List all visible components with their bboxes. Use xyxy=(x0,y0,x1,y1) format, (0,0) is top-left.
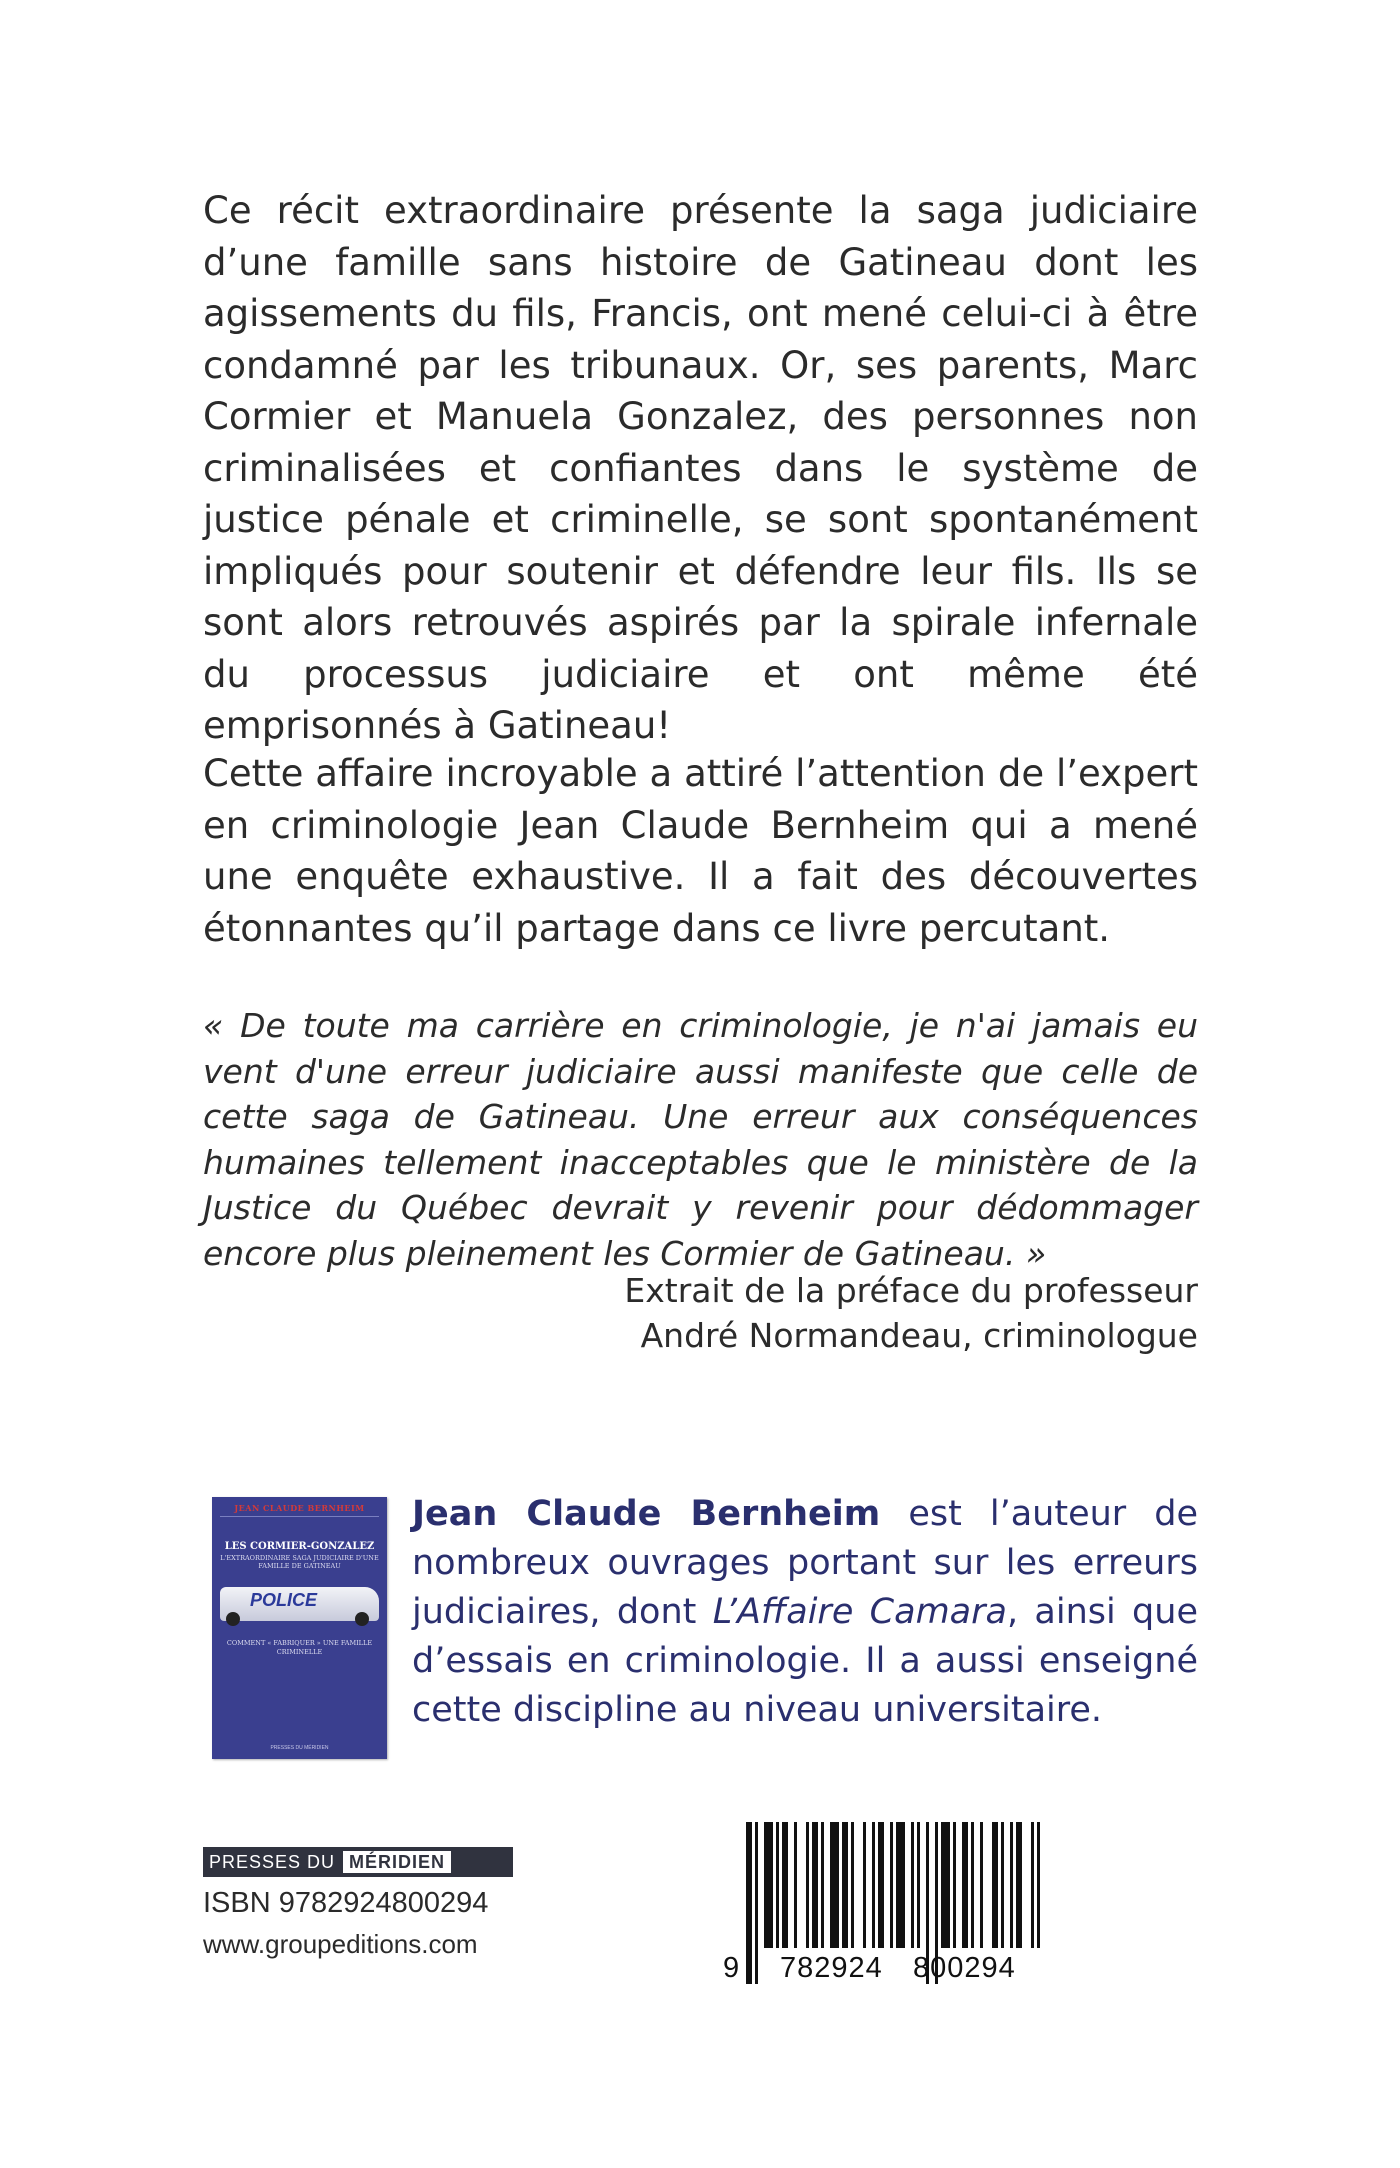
website-url: www.groupeditions.com xyxy=(203,1929,478,1959)
police-label: POLICE xyxy=(250,1590,318,1610)
police-car-image xyxy=(220,1587,379,1621)
barcode-bar xyxy=(980,1822,983,1948)
attribution-line-2: André Normandeau, criminologue xyxy=(640,1316,1198,1355)
cover-publisher: PRESSES DU MÉRIDIEN xyxy=(270,1745,329,1751)
barcode-bar xyxy=(794,1822,797,1948)
bio-text-a: est l’auteur de nombreux ouvrages portant sur les erreurs judiciaires, dont xyxy=(412,1494,1198,1632)
quote-attribution xyxy=(600,1268,1198,1358)
description-paragraph-2: Cette affaire incroyable a attiré l’attention de l’expert en criminologie Jean Claude Bernheim qui a mené une enquête exhaustive. Il a fait des découvertes étonnantes qu’il partage dans ce livre percutant. xyxy=(203,752,1198,950)
barcode-bar xyxy=(896,1822,905,1948)
barcode-bar xyxy=(746,1822,752,1984)
barcode-bar xyxy=(821,1822,824,1948)
description-paragraph-1: Ce récit extraordinaire présente la saga judiciaire d’une famille sans histoire de Gatineau dont les agissements du fils, Francis, ont mené celui-ci à être condamné par les tribunaux. Or, ses parents, Marc Cormier et Manuela Gonzalez, des personnes non criminalisées et confiantes dans le système de justice pénale et criminelle, se sont spontanément impliqués pour soutenir et défendre leur fils. Ils se sont alors retrouvés aspirés par la spirale infernale du processus judiciaire et ont même été emprisonnés à Gatineau! xyxy=(203,189,1198,747)
barcode-bar xyxy=(953,1822,956,1948)
bio-text-b: , ainsi que d’essais en criminologie. Il a aussi enseigné cette discipline au niveau universitaire. xyxy=(412,1592,1198,1730)
barcode-bar xyxy=(764,1822,773,1948)
publisher-logo xyxy=(203,1847,513,1877)
barcode-bar xyxy=(962,1822,968,1948)
barcode-bar xyxy=(830,1822,839,1948)
preface-quote: « De toute ma carrière en criminologie, je n'ai jamais eu vent d'une erreur judiciaire aussi manifeste que celle de cette saga de Gatineau. Une erreur aux conséquences humaines tellement inacceptables que le ministère de la Justice du Québec devrait y revenir pour dédommager encore plus pleinement les Cormier de Gatineau. » xyxy=(203,1006,1198,1273)
barcode-bar xyxy=(992,1822,998,1948)
barcode-bar xyxy=(776,1822,779,1948)
barcode-bar xyxy=(971,1822,974,1948)
book-title-camara: L’Affaire Camara xyxy=(712,1592,1007,1632)
barcode-bar xyxy=(1010,1822,1013,1948)
barcode-bar xyxy=(890,1822,893,1948)
publisher-logo-part2: MÉRIDIEN xyxy=(343,1851,451,1873)
barcode-bar xyxy=(917,1822,920,1948)
author-name: Jean Claude Bernheim xyxy=(412,1494,881,1534)
cover-author: JEAN CLAUDE BERNHEIM xyxy=(220,1503,379,1517)
car-wheel-icon xyxy=(226,1612,240,1626)
barcode-digit-first: 9 xyxy=(723,1952,741,1984)
barcode-bar xyxy=(878,1822,884,1948)
publisher-logo-part1: PRESSES DU xyxy=(209,1851,336,1872)
barcode-bar xyxy=(812,1822,818,1948)
barcode-bar xyxy=(851,1822,854,1948)
cover-title: LES CORMIER-GONZALEZ xyxy=(224,1541,375,1552)
barcode-digits-right: 800294 xyxy=(913,1952,1016,1984)
barcode-bar xyxy=(911,1822,914,1948)
book-cover-thumbnail xyxy=(212,1497,387,1759)
barcode-bar xyxy=(806,1822,809,1948)
attribution-line-1: Extrait de la préface du professeur xyxy=(624,1271,1198,1310)
barcode-bar xyxy=(1016,1822,1022,1948)
barcode-bar xyxy=(941,1822,950,1948)
barcode-bar xyxy=(1037,1822,1040,1948)
barcode-bar xyxy=(842,1822,848,1948)
isbn-number: ISBN 9782924800294 xyxy=(203,1887,489,1919)
cover-subtitle: L'EXTRAORDINAIRE SAGA JUDICIAIRE D'UNE FAMILLE DE GATINEAU xyxy=(220,1554,379,1570)
barcode-bar xyxy=(755,1822,758,1984)
barcode-bar xyxy=(1001,1822,1004,1948)
car-wheel-icon xyxy=(355,1612,369,1626)
barcode-bar xyxy=(1031,1822,1034,1948)
barcode-bar xyxy=(872,1822,875,1948)
cover-tagline: COMMENT « FABRIQUER » UNE FAMILLE CRIMINELLE xyxy=(226,1639,373,1656)
barcode-digits-left: 782924 xyxy=(780,1952,883,1984)
barcode-bar xyxy=(863,1822,866,1948)
barcode-bar xyxy=(782,1822,788,1948)
author-bio xyxy=(412,1490,1198,1735)
